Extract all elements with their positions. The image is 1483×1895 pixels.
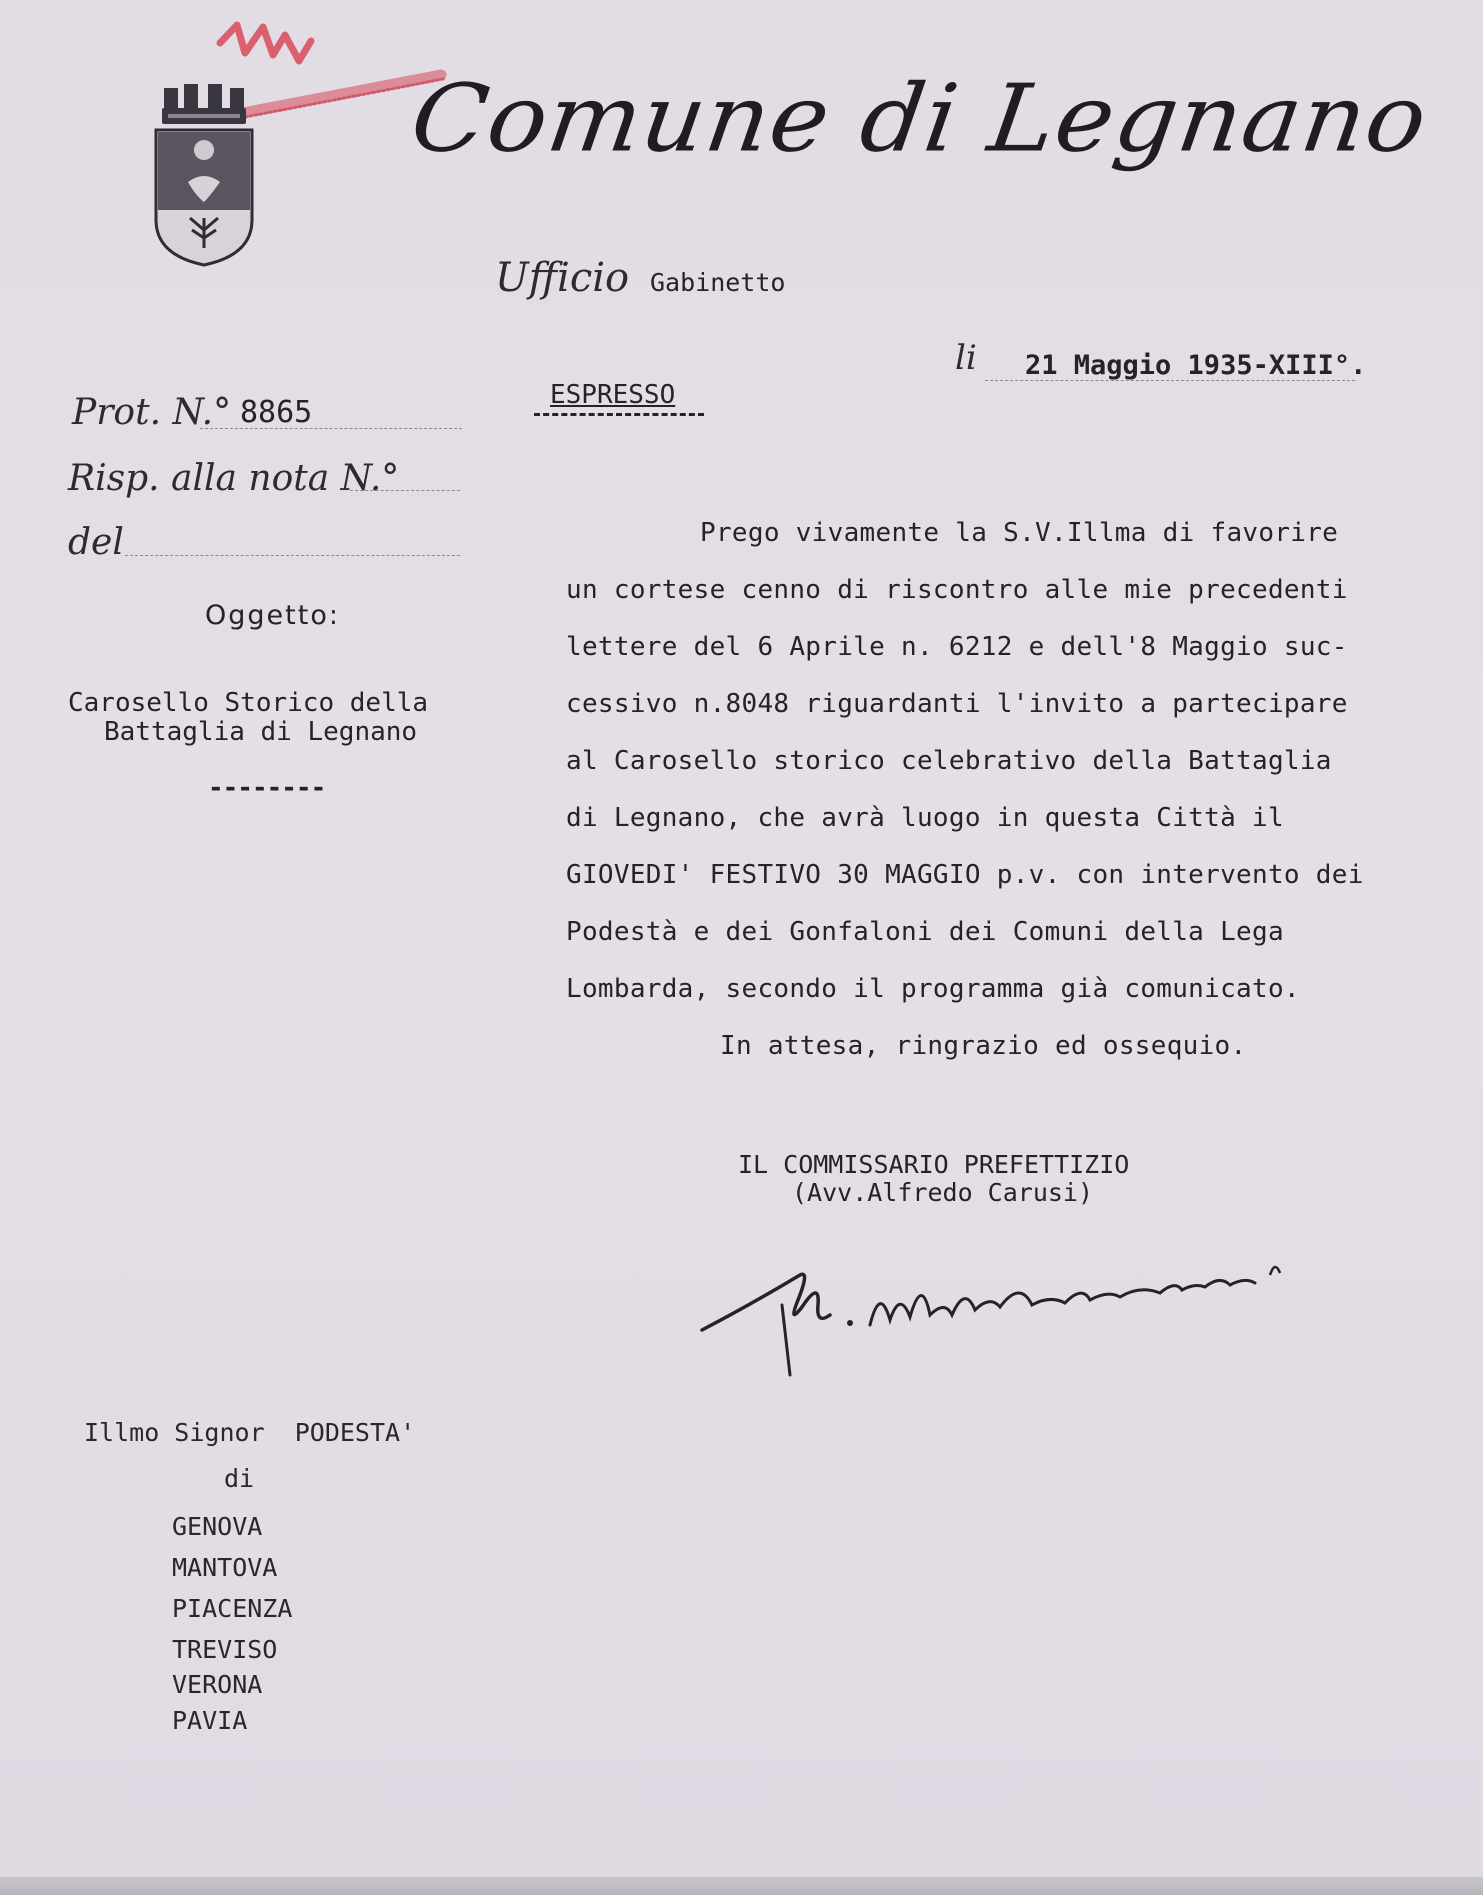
subject-line-2: Battaglia di Legnano	[104, 717, 418, 747]
signatory-name: (Avv.Alfredo Carusi)	[792, 1178, 1094, 1207]
recipient-city: GENOVA	[172, 1512, 263, 1541]
recipient-city: VERONA	[172, 1670, 263, 1699]
recipient-city: PIACENZA	[172, 1594, 293, 1623]
subject-rule: --------	[208, 773, 326, 803]
date-value: 21 Maggio 1935-XIII°.	[1025, 350, 1367, 381]
office-label: Ufficio	[495, 255, 630, 301]
delivery-underline	[534, 413, 704, 416]
del-label: del	[68, 522, 124, 563]
body-line-7: GIOVEDI' FESTIVO 30 MAGGIO p.v. con intervento dei	[566, 860, 1364, 890]
body-line-9: Lombarda, secondo il programma già comunicato.	[566, 974, 1300, 1004]
subject-label: Oggetto:	[205, 600, 340, 631]
scan-edge	[0, 1877, 1483, 1895]
delivery-marker: ESPRESSO	[550, 380, 676, 410]
handwritten-signature-icon	[690, 1245, 1340, 1385]
recipient-salutation: Illmo Signor PODESTA'	[84, 1418, 416, 1447]
masthead-title: Comune di Legnano	[404, 65, 1434, 174]
recipient-city: PAVIA	[172, 1706, 248, 1735]
recipient-city: TREVISO	[172, 1635, 278, 1664]
body-line-8: Podestà e dei Gonfaloni dei Comuni della Lega	[566, 917, 1284, 947]
protocol-label: Prot. N.°	[72, 392, 232, 433]
body-line-2: un cortese cenno di riscontro alle mie precedenti	[566, 575, 1348, 605]
reply-rule	[350, 490, 460, 491]
protocol-rule	[200, 428, 462, 429]
subject-line-1: Carosello Storico della	[68, 688, 429, 718]
body-line-1: Prego vivamente la S.V.Illma di favorire	[700, 518, 1339, 548]
recipient-city: MANTOVA	[172, 1553, 278, 1582]
signatory-title: IL COMMISSARIO PREFETTIZIO	[738, 1150, 1130, 1179]
body-line-6: di Legnano, che avrà luogo in questa Città il	[566, 803, 1284, 833]
date-prefix: li	[955, 338, 977, 378]
recipient-di: di	[224, 1464, 255, 1493]
body-line-4: cessivo n.8048 riguardanti l'invito a partecipare	[566, 689, 1348, 719]
body-line-5: al Carosello storico celebrativo della Battaglia	[566, 746, 1332, 776]
del-rule	[125, 555, 460, 556]
office-value: Gabinetto	[650, 268, 786, 297]
municipal-crest-icon	[150, 70, 258, 270]
body-line-10: In attesa, ringrazio ed ossequio.	[720, 1031, 1247, 1061]
reply-label: Risp. alla nota N.°	[68, 458, 400, 499]
body-line-3: lettere del 6 Aprile n. 6212 e dell'8 Maggio suc-	[566, 632, 1348, 662]
protocol-number: 8865	[240, 395, 313, 430]
